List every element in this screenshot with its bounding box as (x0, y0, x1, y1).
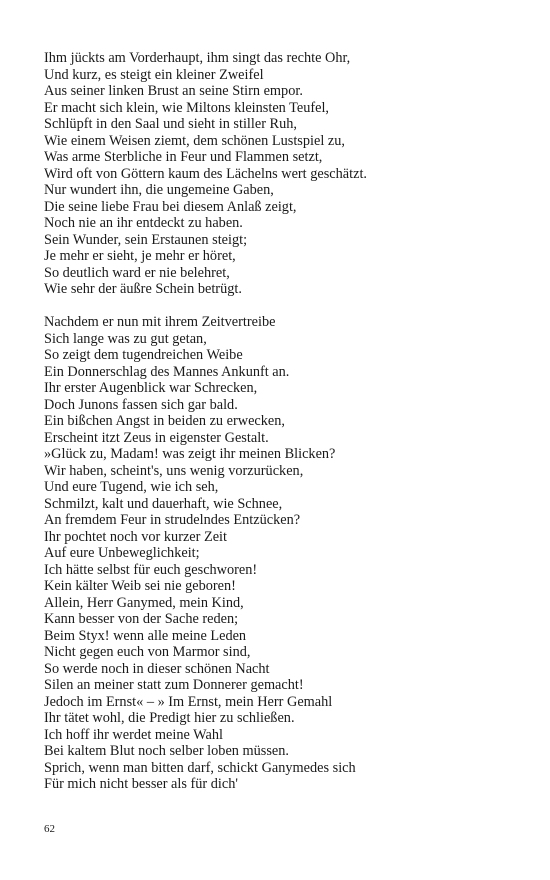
verse-line: Ihm jückts am Vorderhaupt, ihm singt das rechte Ohr, (44, 50, 351, 66)
verse-line: Allein, Herr Ganymed, mein Kind, (44, 594, 244, 611)
verse-line: Ihr pochtet noch vor kurzer Zeit (44, 528, 228, 545)
verse-line: Kann besser von der Sache reden; (44, 611, 239, 627)
verse-line: An fremdem Feur in strudelndes Entzücken? (44, 512, 301, 528)
stanza-2 (44, 314, 524, 793)
verse-line: Er macht sich klein, wie Miltons kleinsten Teufel, (44, 99, 330, 116)
verse-line: So deutlich ward er nie belehret, (44, 264, 230, 281)
verse-line: Schlüpft in den Saal und sieht in stiller Ruh, (44, 116, 297, 132)
verse-line: Nicht gegen euch von Marmor sind, (44, 644, 251, 660)
verse-line: Ein bißchen Angst in beiden zu erwecken, (44, 413, 285, 429)
verse-line: Wird oft von Göttern kaum des Lächelns wert geschätzt. (44, 165, 367, 182)
verse-line: Beim Styx! wenn alle meine Leden (44, 627, 247, 644)
verse-line: Und kurz, es steigt ein kleiner Zweifel (44, 66, 264, 83)
verse-line: Doch Junons fassen sich gar bald. (44, 396, 238, 413)
verse-line: Erscheint itzt Zeus in eigenster Gestalt. (44, 429, 269, 446)
verse-line: Wie einem Weisen ziemt, dem schönen Lustspiel zu, (44, 132, 345, 149)
verse-line: Die seine liebe Frau bei diesem Anlaß zeigt, (44, 198, 297, 215)
verse-line: Bei kaltem Blut noch selber loben müssen. (44, 743, 289, 759)
stanza-1 (44, 50, 524, 298)
verse-line: Und eure Tugend, wie ich seh, (44, 479, 219, 495)
verse-line: »Glück zu, Madam! was zeigt ihr meinen Blicken? (44, 446, 336, 462)
verse-line: Silen an meiner statt zum Donnerer gemacht! (44, 677, 304, 693)
poem-text (44, 50, 524, 793)
verse-line: Noch nie an ihr entdeckt zu haben. (44, 215, 243, 231)
verse-line: Schmilzt, kalt und dauerhaft, wie Schnee, (44, 495, 283, 512)
verse-line: So zeigt dem tugendreichen Weibe (44, 347, 243, 363)
verse-line: Jedoch im Ernst« – » Im Ernst, mein Herr Gemahl (44, 693, 333, 710)
verse-line: Ihr erster Augenblick war Schrecken, (44, 380, 258, 396)
verse-line: Ich hoff ihr werdet meine Wahl (44, 726, 223, 743)
verse-line: Was arme Sterbliche in Feur und Flammen setzt, (44, 149, 323, 165)
verse-line: Ein Donnerschlag des Mannes Ankunft an. (44, 363, 290, 380)
verse-line: Auf eure Unbeweglichkeit; (44, 545, 200, 561)
verse-line: Ihr tätet wohl, die Predigt hier zu schließen. (44, 710, 295, 726)
verse-line: Wir haben, scheint's, uns wenig vorzurücken, (44, 462, 304, 479)
verse-line: Sprich, wenn man bitten darf, schickt Ganymedes sich (44, 759, 356, 776)
verse-line: Wie sehr der äußre Schein betrügt. (44, 281, 242, 297)
verse-line: So werde noch in dieser schönen Nacht (44, 660, 270, 677)
verse-line: Nachdem er nun mit ihrem Zeitvertreibe (44, 314, 276, 330)
verse-line: Aus seiner linken Brust an seine Stirn empor. (44, 83, 303, 99)
verse-line: Ich hätte selbst für euch geschworen! (44, 561, 258, 578)
verse-line: Kein kälter Weib sei nie geboren! (44, 578, 236, 594)
verse-line: Für mich nicht besser als für dich' (44, 776, 238, 792)
verse-line: Sich lange was zu gut getan, (44, 330, 207, 347)
verse-line: Nur wundert ihn, die ungemeine Gaben, (44, 182, 274, 198)
page-number: 62 (44, 823, 55, 835)
verse-line: Je mehr er sieht, je mehr er höret, (44, 248, 236, 264)
verse-line: Sein Wunder, sein Erstaunen steigt; (44, 231, 248, 248)
